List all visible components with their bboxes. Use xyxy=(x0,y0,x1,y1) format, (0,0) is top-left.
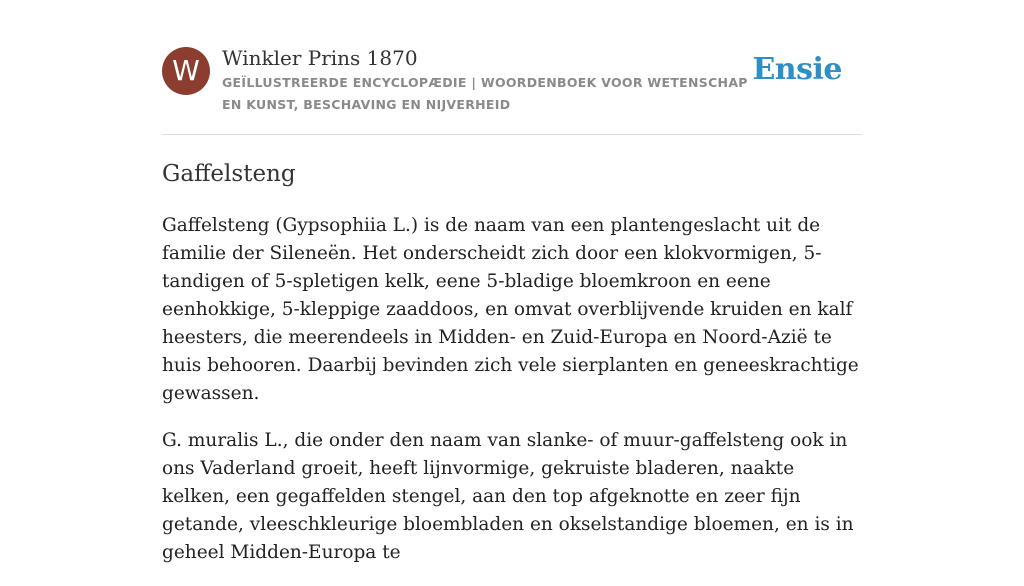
entry-paragraph: G. muralis L., die onder den naam van slanke- of muur-gaffelsteng ook in ons Vaderland groeit, heeft lijnvormige, gekruiste bladeren, naakte kelken, een gegaffelden stengel, aan den top afgeknotte en zeer fijn getande, vleeschkleurige bloembladen en okselstandige bloemen, en is in geheel Midden-Europa te xyxy=(162,430,854,563)
source-avatar[interactable]: W xyxy=(162,47,210,95)
entry-paragraph: Gaffelsteng (Gypsophiia L.) is de naam van een plantengeslacht uit de familie der Sileneën. Het onderscheidt zich door een klokvormigen, 5-tandigen of 5-spletigen kelk, eene 5-bladige bloemkroon en eene eenhokkige, 5-kleppige zaaddoos, en omvat overblijvende kruiden en kalf heesters, die meerendeels in Midden- en Zuid-Europa en Noord-Azië te huis behooren. Daarbij bevinden zich vele sierplanten en geneeskrachtige gewassen. xyxy=(162,215,859,404)
entry-body xyxy=(162,212,862,586)
entry-title: Gaffelsteng xyxy=(162,161,296,187)
page xyxy=(162,0,862,563)
ensie-logo-link[interactable]: Ensie xyxy=(752,52,842,87)
source-title[interactable]: Winkler Prins 1870 xyxy=(222,46,418,70)
source-subtitle: GEÏLLUSTREERDE ENCYCLOPÆDIE | WOORDENBOEK VOOR WETENSCHAP EN KUNST, BESCHAVING EN NIJVERHEID xyxy=(222,75,748,112)
source-header xyxy=(162,0,862,135)
